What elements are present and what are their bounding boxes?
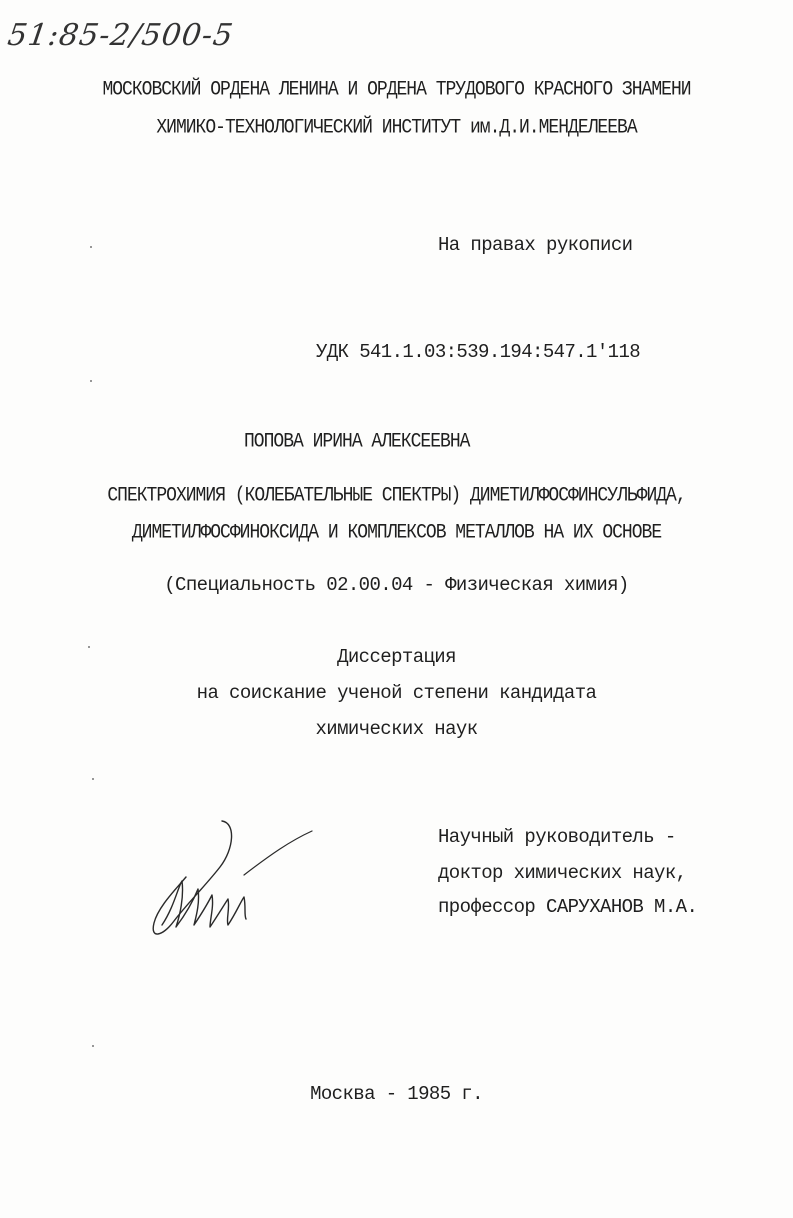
title-line-2: ДИМЕТИЛФОСФИНОКСИДА И КОМПЛЕКСОВ МЕТАЛЛОВ НА ИХ ОСНОВЕ bbox=[131, 521, 662, 545]
author-name: ПОПОВА ИРИНА АЛЕКСЕЕВНА bbox=[244, 430, 470, 454]
scan-speck bbox=[90, 380, 92, 382]
dissertation-line-1: Диссертация bbox=[337, 646, 456, 668]
specialty: (Специальность 02.00.04 - Физическая химия) bbox=[164, 574, 629, 596]
manuscript-rights: На правах рукописи bbox=[438, 234, 633, 256]
scan-speck bbox=[88, 646, 90, 648]
scan-speck bbox=[92, 1045, 94, 1047]
author-signature bbox=[140, 815, 320, 945]
scan-speck bbox=[92, 778, 94, 780]
place-and-year: Москва - 1985 г. bbox=[310, 1083, 483, 1105]
institution-line-1: МОСКОВСКИЙ ОРДЕНА ЛЕНИНА И ОРДЕНА ТРУДОВОГО КРАСНОГО ЗНАМЕНИ bbox=[102, 78, 691, 102]
supervisor-line-2: доктор химических наук, bbox=[438, 862, 687, 884]
supervisor-line-1: Научный руководитель - bbox=[438, 826, 676, 848]
dissertation-line-2: на соискание ученой степени кандидата bbox=[196, 682, 597, 704]
supervisor-line-3: профессор САРУХАНОВ М.А. bbox=[438, 896, 698, 918]
title-line-1: СПЕКТРОХИМИЯ (КОЛЕБАТЕЛЬНЫЕ СПЕКТРЫ) ДИМЕТИЛФОСФИНСУЛЬФИДА, bbox=[107, 484, 686, 508]
udc-code: УДК 541.1.03:539.194:547.1'118 bbox=[316, 341, 641, 363]
institution-line-2: ХИМИКО-ТЕХНОЛОГИЧЕСКИЙ ИНСТИТУТ им.Д.И.МЕНДЕЛЕЕВА bbox=[156, 116, 637, 140]
dissertation-line-3: химических наук bbox=[315, 718, 478, 740]
scan-speck bbox=[90, 246, 92, 248]
handwritten-archive-number: 51:85-2/500-5 bbox=[5, 18, 236, 53]
